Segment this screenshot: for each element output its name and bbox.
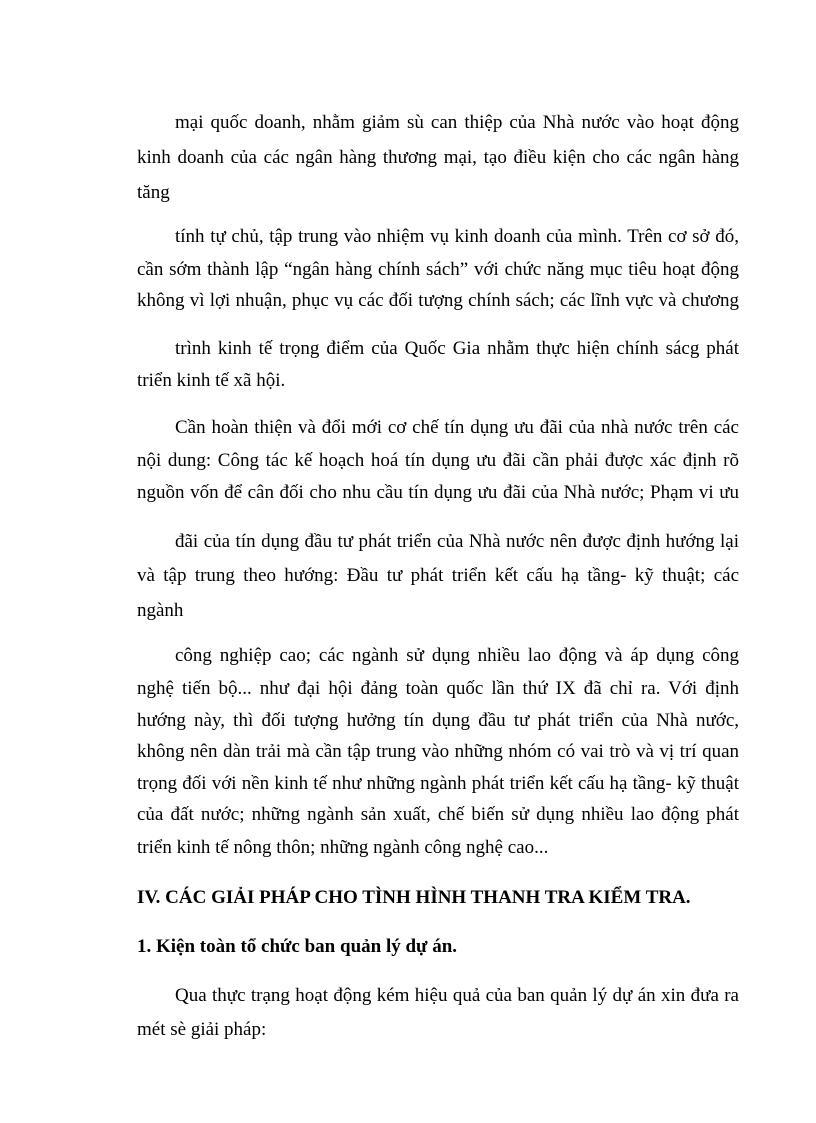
closing-paragraph-line-2: mét sè giải pháp: <box>137 1019 267 1040</box>
paragraph-2-line-2: cần sớm thành lập “ngân hàng chính sách” với chức năng mục tiêu hoạt động <box>137 259 739 280</box>
paragraph-2-line-1: tính tự chủ, tập trung vào nhiệm vụ kinh doanh của mình. Trên cơ sở đó, <box>175 226 739 247</box>
paragraph-3-line-1: trình kinh tế trọng điểm của Quốc Gia nhằm thực hiện chính sácg phát <box>175 338 739 359</box>
subheading: 1. Kiện toàn tổ chức ban quản lý dự án. <box>137 936 458 957</box>
paragraph-1-line-3: tăng <box>137 182 170 203</box>
section-heading: IV. CÁC GIẢI PHÁP CHO TÌNH HÌNH THANH TRA KIỂM TRA. <box>137 887 691 908</box>
paragraph-1-line-1: mại quốc doanh, nhằm giảm sù can thiệp của Nhà nước vào hoạt động <box>175 112 739 133</box>
paragraph-6-line-5: trọng đối với nền kinh tế như những ngành phát triển kết cấu hạ tầng- kỹ thuật <box>137 773 739 794</box>
paragraph-6-line-1: công nghiệp cao; các ngành sử dụng nhiều lao động và áp dụng công <box>175 645 739 666</box>
paragraph-4-line-3: nguồn vốn để cân đối cho nhu cầu tín dụng ưu đãi của Nhà nước; Phạm vi ưu <box>137 482 739 503</box>
paragraph-1-line-2: kinh doanh của các ngân hàng thương mại, tạo điều kiện cho các ngân hàng <box>137 147 739 168</box>
paragraph-6-line-2: nghệ tiến bộ... như đại hội đảng toàn quốc lần thứ IX đã chỉ ra. Với định <box>137 678 739 699</box>
paragraph-6-line-3: hướng này, thì đối tượng hưởng tín dụng đầu tư phát triển của Nhà nước, <box>137 710 739 731</box>
paragraph-4-line-1: Cần hoàn thiện và đổi mới cơ chế tín dụng ưu đãi của nhà nước trên các <box>175 417 739 438</box>
paragraph-4-line-2: nội dung: Công tác kế hoạch hoá tín dụng ưu đãi cần phải được xác định rõ <box>137 450 739 471</box>
paragraph-2-line-3: không vì lợi nhuận, phục vụ các đối tượng chính sách; các lĩnh vực và chương <box>137 290 739 311</box>
paragraph-6-line-6: của đất nước; những ngành sản xuất, chế biến sử dụng nhiều lao động phát <box>137 804 739 825</box>
paragraph-6-line-4: không nên dàn trải mà cần tập trung vào những nhóm có vai trò và vị trí quan <box>137 741 739 762</box>
paragraph-5-line-1: đãi của tín dụng đầu tư phát triển của Nhà nước nên được định hướng lại <box>175 531 739 552</box>
paragraph-6-line-7: triển kinh tế nông thôn; những ngành công nghệ cao... <box>137 837 549 858</box>
closing-paragraph-line-1: Qua thực trạng hoạt động kém hiệu quả của ban quản lý dự án xin đưa ra <box>175 985 739 1006</box>
paragraph-5-line-2: và tập trung theo hướng: Đầu tư phát triển kết cấu hạ tầng- kỹ thuật; các <box>137 565 739 586</box>
paragraph-3-line-2: triển kinh tế xã hội. <box>137 370 286 391</box>
paragraph-5-line-3: ngành <box>137 600 184 621</box>
